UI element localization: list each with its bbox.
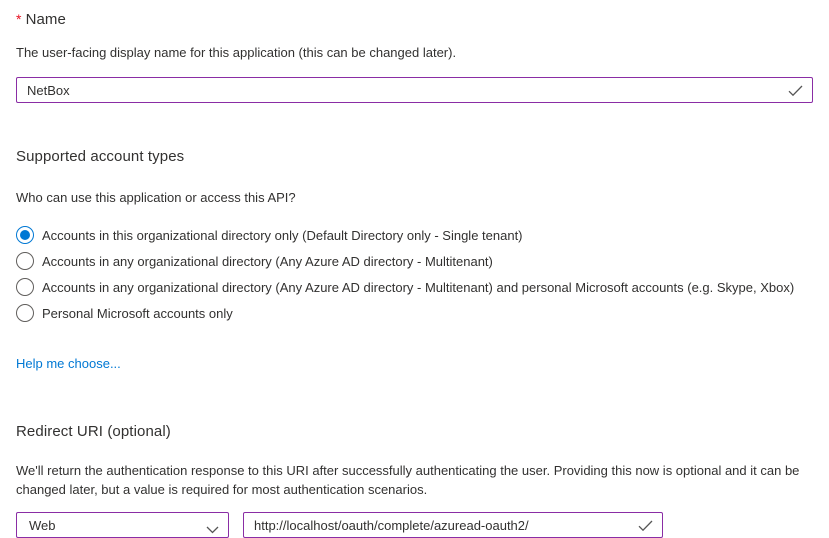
radio-button-icon[interactable] — [16, 226, 34, 244]
redirect-uri-row — [16, 512, 813, 538]
redirect-uri-input[interactable] — [243, 512, 663, 538]
account-types-title: Supported account types — [16, 148, 185, 165]
platform-select[interactable] — [16, 512, 229, 538]
help-me-choose-link[interactable]: Help me choose... — [16, 356, 121, 371]
chevron-down-icon — [206, 522, 219, 537]
required-asterisk: * — [16, 11, 22, 27]
radio-option-label: Accounts in any organizational directory (Any Azure AD directory - Multitenant) — [42, 253, 493, 269]
name-section-title — [16, 11, 813, 28]
redirect-uri-description: We'll return the authentication response to this URI after successfully authenticating the user. Providing this now is optional and it can be changed later, but a value is required for most authentication scenarios. — [16, 463, 800, 497]
radio-button-icon[interactable] — [16, 252, 34, 270]
radio-option-multitenant[interactable] — [16, 251, 813, 271]
platform-select-value: Web — [29, 517, 56, 533]
name-input[interactable] — [16, 77, 813, 103]
redirect-uri-input-wrap — [243, 512, 663, 538]
account-types-radio-group — [16, 225, 813, 323]
name-input-wrap — [16, 77, 813, 103]
radio-option-single-tenant[interactable] — [16, 225, 813, 245]
radio-option-personal-only[interactable] — [16, 303, 813, 323]
radio-button-icon[interactable] — [16, 278, 34, 296]
redirect-uri-title: Redirect URI (optional) — [16, 423, 171, 440]
radio-option-label: Personal Microsoft accounts only — [42, 305, 233, 321]
radio-option-multitenant-personal[interactable] — [16, 277, 813, 297]
name-section-title-label: Name — [25, 11, 66, 28]
radio-option-label: Accounts in this organizational directory only (Default Directory only - Single tenant) — [42, 227, 523, 243]
account-types-question: Who can use this application or access this API? — [16, 190, 296, 205]
name-description: The user-facing display name for this application (this can be changed later). — [16, 45, 457, 60]
radio-button-icon[interactable] — [16, 304, 34, 322]
radio-option-label: Accounts in any organizational directory (Any Azure AD directory - Multitenant) and personal Microsoft accounts (e.g. Skype, Xbox) — [42, 279, 795, 295]
